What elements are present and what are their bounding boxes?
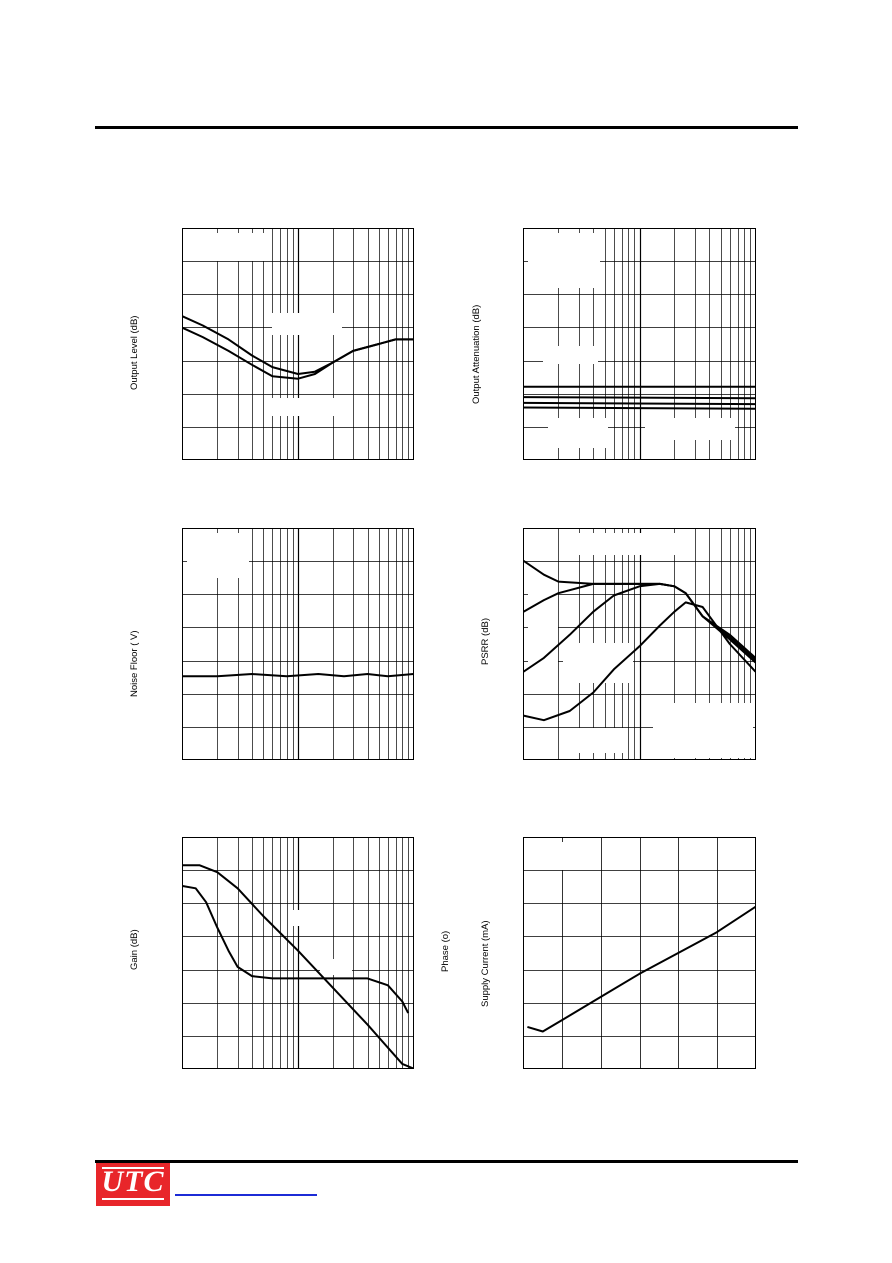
chart-supply-current <box>523 837 756 1069</box>
utc-logo <box>96 1163 170 1206</box>
header-rule <box>95 126 798 129</box>
logo-text: UTC <box>101 1165 165 1198</box>
annotation-box <box>292 910 317 926</box>
series-line <box>527 907 755 1032</box>
annotation-box <box>563 728 623 753</box>
website-link-underline[interactable] <box>175 1194 317 1196</box>
annotation-box <box>543 842 598 870</box>
chart-output-attenuation <box>523 228 756 460</box>
ylabel-noise-floor: Noise Floor ( V) <box>129 630 140 697</box>
ylabel-gain: Gain (dB) <box>129 929 140 970</box>
annotation-box <box>267 398 337 416</box>
annotation-box <box>272 313 342 335</box>
annotation-box <box>568 533 678 555</box>
ylabel-psrr: PSRR (dB) <box>480 618 491 665</box>
annotation-box <box>653 703 753 758</box>
annotation-box <box>645 418 735 440</box>
ylabel-phase: Phase (o) <box>440 930 451 972</box>
ylabel-supply-current: Supply Current (mA) <box>480 920 491 1007</box>
series-line <box>183 886 409 1013</box>
plot-frame <box>524 838 756 1069</box>
annotation-box <box>528 588 558 688</box>
annotation-box <box>548 418 608 448</box>
annotation-box <box>320 959 352 975</box>
logo-line-bottom <box>102 1198 164 1200</box>
chart-noise-floor <box>182 528 414 760</box>
annotation-box <box>563 643 633 683</box>
annotation-box <box>528 233 600 288</box>
annotation-box <box>187 533 249 578</box>
annotation-box <box>543 346 598 364</box>
footer-rule <box>95 1160 798 1163</box>
series-line <box>524 408 756 409</box>
series-line <box>524 397 756 398</box>
chart-gain <box>182 837 414 1069</box>
chart-psrr <box>523 528 756 760</box>
ylabel-output-level: Output Level (dB) <box>129 315 140 390</box>
series-line <box>524 403 756 404</box>
ylabel-output-attenuation: Output Attenuation (dB) <box>471 304 482 404</box>
chart-output-level <box>182 228 414 460</box>
annotation-box <box>187 233 265 261</box>
gridlines <box>523 837 756 1069</box>
